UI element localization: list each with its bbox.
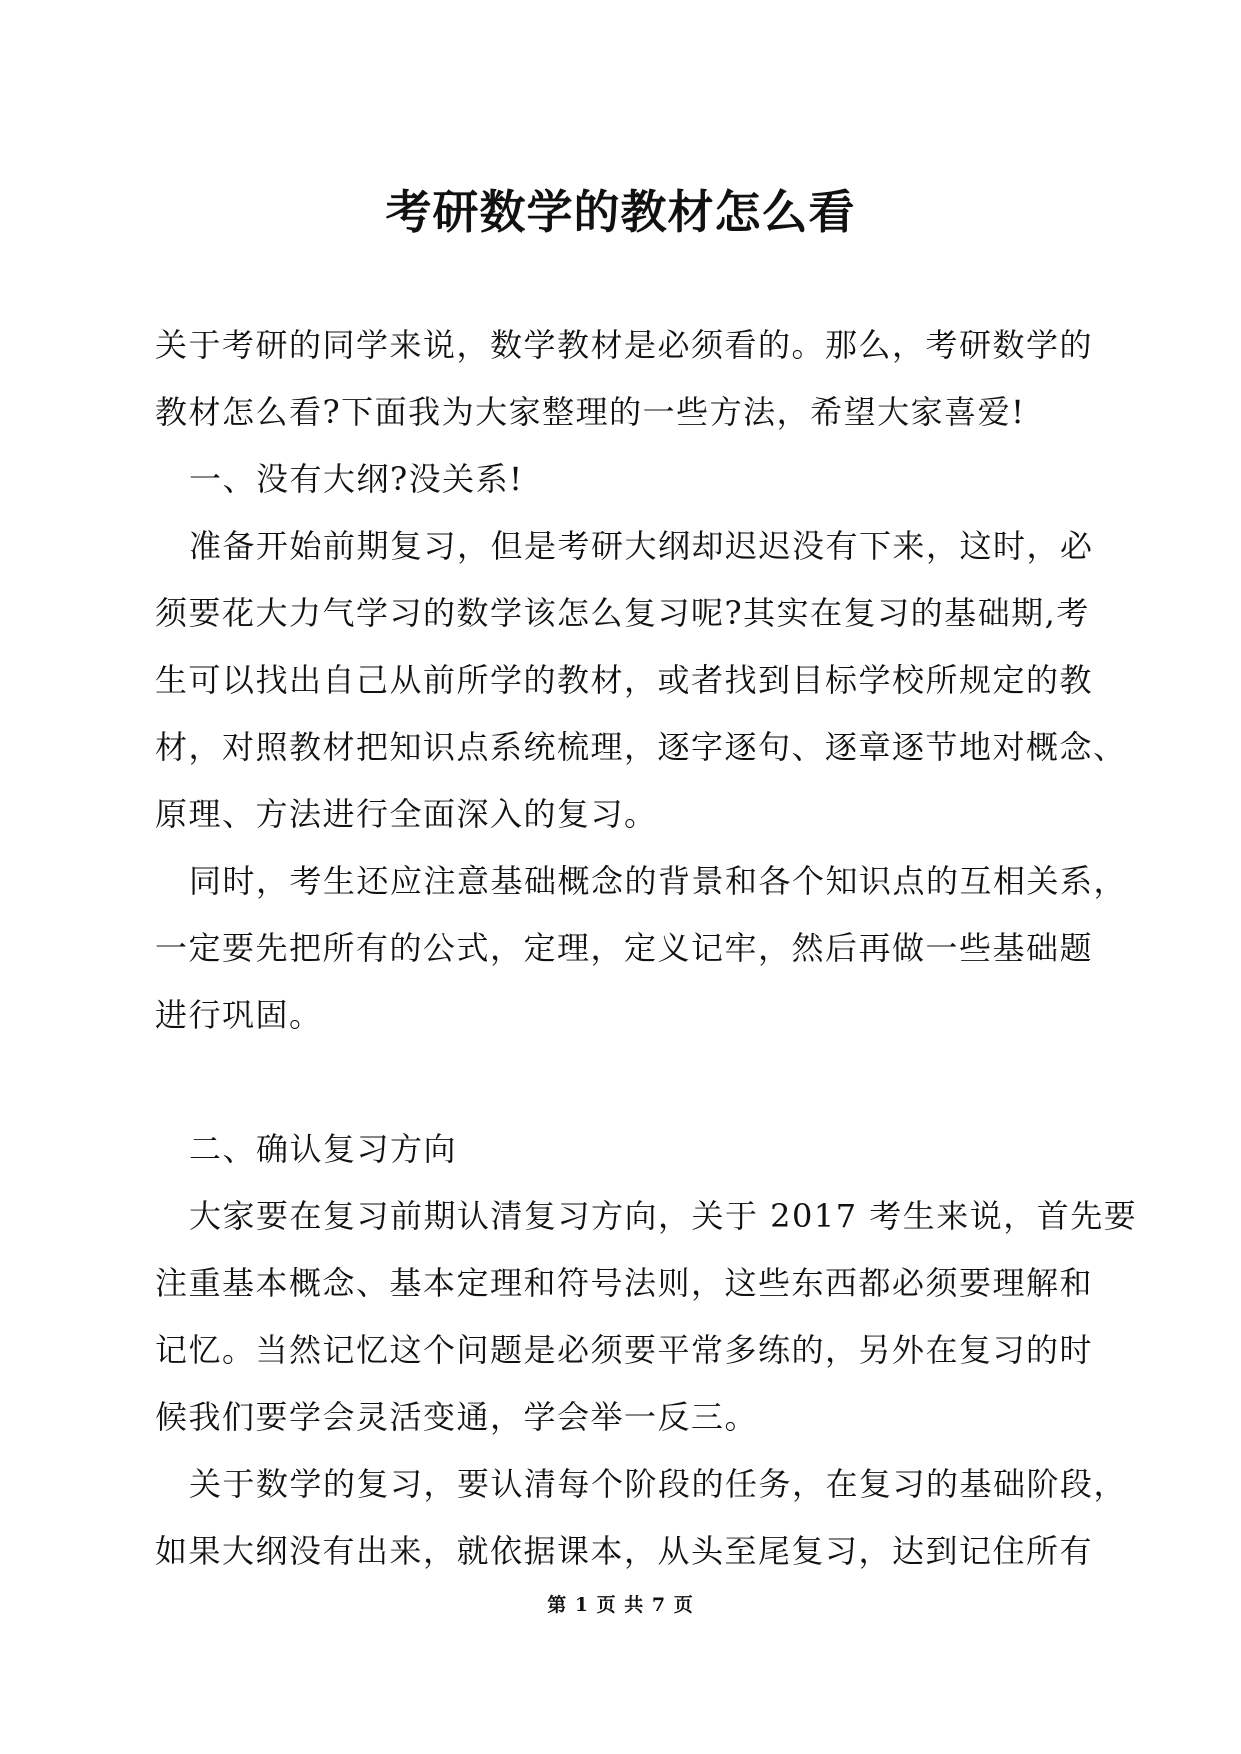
paragraph-line: 大家要在复习前期认清复习方向，关于 2017 考生来说，首先要	[189, 1197, 1138, 1235]
paragraph	[155, 513, 1127, 848]
paragraph	[155, 1451, 1128, 1585]
paragraph-line: 生可以找出自己从前所学的教材，或者找到目标学校所规定的教	[155, 661, 1094, 699]
paragraph-line: 候我们要学会灵活变通，学会举一反三。	[155, 1398, 759, 1436]
paragraph-line: 教材怎么看?下面我为大家整理的一些方法，希望大家喜爱!	[155, 393, 1026, 431]
paragraph-line: 记忆。当然记忆这个问题是必须要平常多练的，另外在复习的时	[155, 1331, 1094, 1369]
paragraph-line: 二、确认复习方向	[189, 1130, 458, 1168]
paragraph-line: 原理、方法进行全面深入的复习。	[155, 795, 658, 833]
paragraph-line: 注重基本概念、基本定理和符号法则，这些东西都必须要理解和	[155, 1264, 1094, 1302]
document-title: 考研数学的教材怎么看	[385, 185, 856, 239]
paragraph-line: 一、没有大纲?没关系!	[189, 460, 524, 498]
paragraph-spacer	[155, 1049, 1105, 1116]
paragraph-line: 准备开始前期复习，但是考研大纲却迟迟没有下来，这时，必	[189, 527, 1094, 565]
paragraph	[155, 1116, 1105, 1183]
paragraph	[155, 1183, 1138, 1451]
paragraph	[155, 446, 1105, 513]
paragraph-line: 关于考研的同学来说，数学教材是必须看的。那么，考研数学的	[155, 326, 1094, 364]
paragraph-line: 一定要先把所有的公式，定理，定义记牢，然后再做一些基础题	[155, 929, 1094, 967]
paragraph-line: 如果大纲没有出来，就依据课本，从头至尾复习，达到记住所有	[155, 1532, 1094, 1570]
paragraph-line: 须要花大力气学习的数学该怎么复习呢?其实在复习的基础期,考	[155, 594, 1090, 632]
paragraph	[155, 312, 1105, 446]
paragraph-line: 关于数学的复习，要认清每个阶段的任务，在复习的基础阶段，	[189, 1465, 1128, 1503]
paragraph	[155, 848, 1128, 1049]
document-body	[155, 312, 1138, 1585]
paragraph-line: 材，对照教材把知识点系统梳理，逐字逐句、逐章逐节地对概念、	[155, 728, 1127, 766]
paragraph-line: 同时，考生还应注意基础概念的背景和各个知识点的互相关系，	[189, 862, 1128, 900]
page-footer: 第 1 页 共 7 页	[547, 1594, 694, 1616]
paragraph-line: 进行巩固。	[155, 996, 323, 1034]
